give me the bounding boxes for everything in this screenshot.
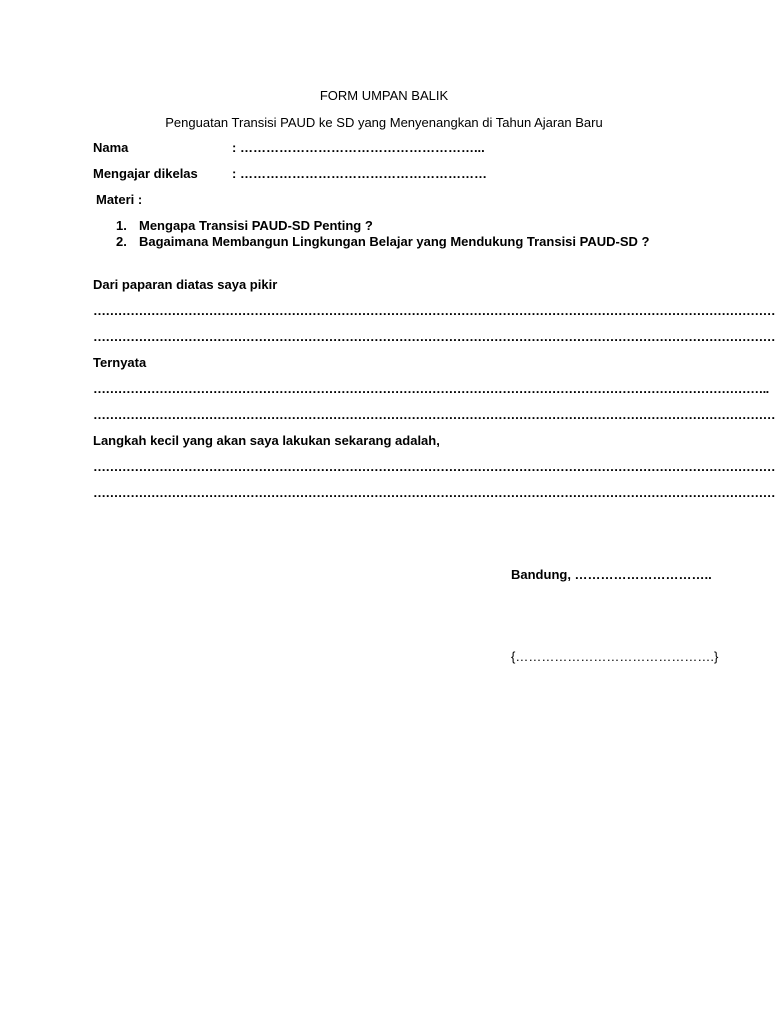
signature-line: {……………………………………….}	[511, 649, 719, 664]
answer-line: …………………………………………………………………………………………………………………………………………………	[93, 407, 775, 422]
form-title: FORM UMPAN BALIK	[319, 88, 449, 103]
answer-line: …………………………………………………………………………………………………………………………………………………	[93, 329, 775, 344]
class-field: : …………………………………………………	[232, 166, 487, 181]
name-label: Nama	[93, 140, 129, 155]
answer-line: …………………………………………………………………………………………………………………………………………………	[93, 303, 775, 318]
class-label: Mengajar dikelas	[93, 166, 198, 181]
materi-label: Materi :	[96, 192, 143, 207]
section-prompt-ternyata: Ternyata	[93, 355, 147, 370]
place-date: Bandung, …………………………..	[511, 567, 712, 582]
materi-item-number: 1.	[116, 218, 127, 233]
answer-line: ………………………………………………………………………………………………………………………………………………..	[93, 381, 769, 396]
answer-line: …………………………………………………………………………………………………………………………………………………	[93, 459, 775, 474]
answer-line: …………………………………………………………………………………………………………………………………………………	[93, 485, 775, 500]
materi-item-number: 2.	[116, 234, 127, 249]
section-prompt-thought: Dari paparan diatas saya pikir	[93, 277, 278, 292]
section-prompt-next-step: Langkah kecil yang akan saya lakukan sekarang adalah,	[93, 433, 440, 448]
form-subtitle: Penguatan Transisi PAUD ke SD yang Menyenangkan di Tahun Ajaran Baru	[165, 115, 603, 130]
materi-item-text: Mengapa Transisi PAUD-SD Penting ?	[139, 218, 373, 233]
materi-item-text: Bagaimana Membangun Lingkungan Belajar yang Mendukung Transisi PAUD-SD ?	[139, 234, 650, 249]
name-field: : ………………………………………………...	[232, 140, 485, 155]
